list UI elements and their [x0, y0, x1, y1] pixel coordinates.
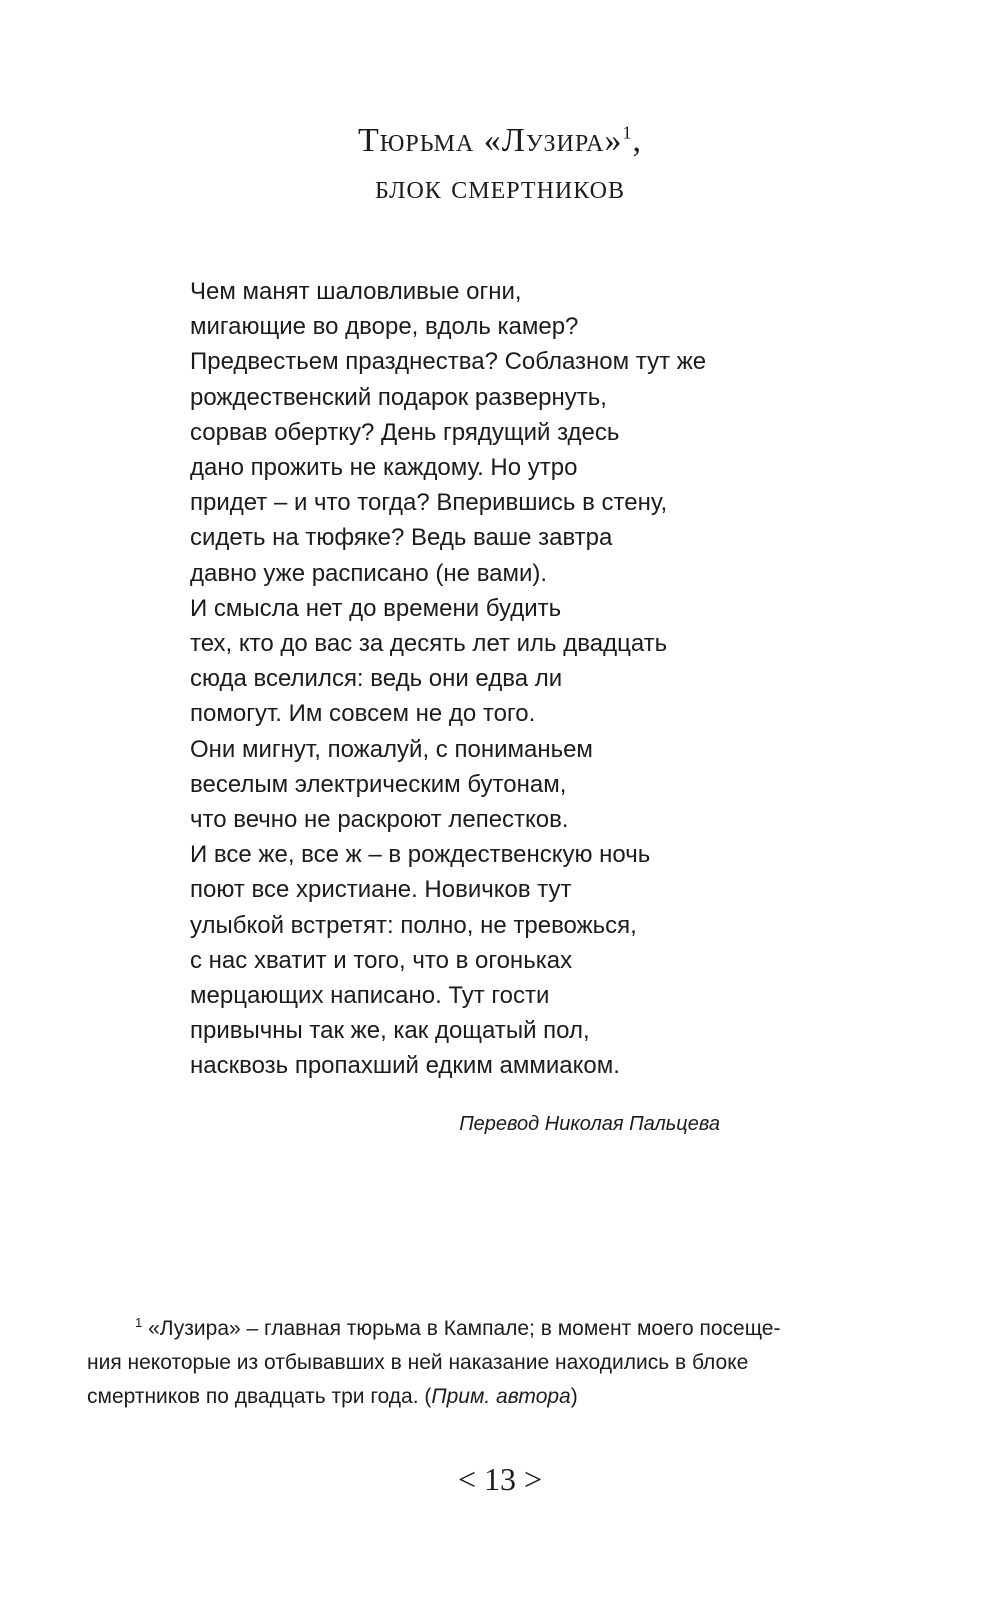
page-title: [0, 118, 1000, 164]
title-footnote-ref: 1: [622, 122, 633, 143]
footnote-close-paren: ): [570, 1385, 578, 1408]
poem-line: привычны так же, как дощатый пол,: [190, 1017, 590, 1045]
poem: [190, 274, 810, 1084]
title-line-1: Тюрьма «Лузира»: [358, 122, 623, 159]
footnote-line-1: [87, 1312, 877, 1346]
poem-line: Предвестьем празднества? Соблазном тут же: [190, 348, 707, 376]
poem-line: Чем манят шаловливые огни,: [190, 278, 522, 305]
poem-line: поют все христиане. Новичков тут: [190, 876, 572, 904]
poem-line: придет – и что тогда? Вперившись в стену,: [190, 489, 668, 517]
poem-line: рождественский подарок развернуть,: [190, 383, 607, 411]
poem-line: давно уже расписано (не вами).: [190, 559, 548, 587]
footnote-line-3: [87, 1380, 877, 1414]
footnote-marker: 1: [135, 1315, 143, 1330]
poem-line: мигающие во дворе, вдоль камер?: [190, 313, 579, 341]
poem-line: что вечно не раскроют лепестков.: [190, 806, 569, 834]
poem-line: насквозь пропахший едким аммиаком.: [190, 1052, 620, 1080]
poem-line: тех, кто до вас за десять лет иль двадцать: [190, 630, 668, 658]
poem-line: мерцающих написано. Тут гости: [190, 982, 550, 1010]
footnote: [87, 1312, 877, 1414]
footnote-text-3: смертников по двадцать три года. (: [87, 1385, 432, 1408]
footnote-author-note: Прим. автора: [431, 1385, 571, 1408]
poem-line: улыбкой встретят: полно, не тревожься,: [190, 911, 637, 939]
page-subtitle: блок смертников: [374, 169, 626, 206]
poem-line: с нас хватит и того, что в огоньках: [190, 946, 573, 974]
poem-line: сидеть на тюфяке? Ведь ваше завтра: [190, 524, 613, 552]
translator-credit: Перевод Николая Пальцева: [459, 1113, 720, 1135]
poem-line: И все же, все ж – в рождественскую ночь: [190, 841, 651, 869]
poem-line: помогут. Им совсем не до того.: [190, 700, 536, 728]
title-suffix: ,: [632, 122, 642, 159]
poem-line: сюда вселился: ведь они едва ли: [190, 665, 563, 693]
poem-line: дано прожить не каждому. Но утро: [190, 454, 578, 482]
page-number: < 13 >: [457, 1461, 543, 1497]
poem-line: Они мигнут, пожалуй, с пониманьем: [190, 735, 593, 763]
footnote-line-2: ния некоторые из отбывавших в ней наказание находились в блоке: [87, 1351, 749, 1374]
poem-line: сорвав обертку? День грядущий здесь: [190, 418, 620, 446]
footnote-text-1: «Лузира» – главная тюрьма в Кампале; в момент моего посеще-: [148, 1317, 781, 1340]
poem-line: веселым электрическим бутонам,: [190, 770, 567, 798]
poem-line: И смысла нет до времени будить: [190, 594, 562, 622]
